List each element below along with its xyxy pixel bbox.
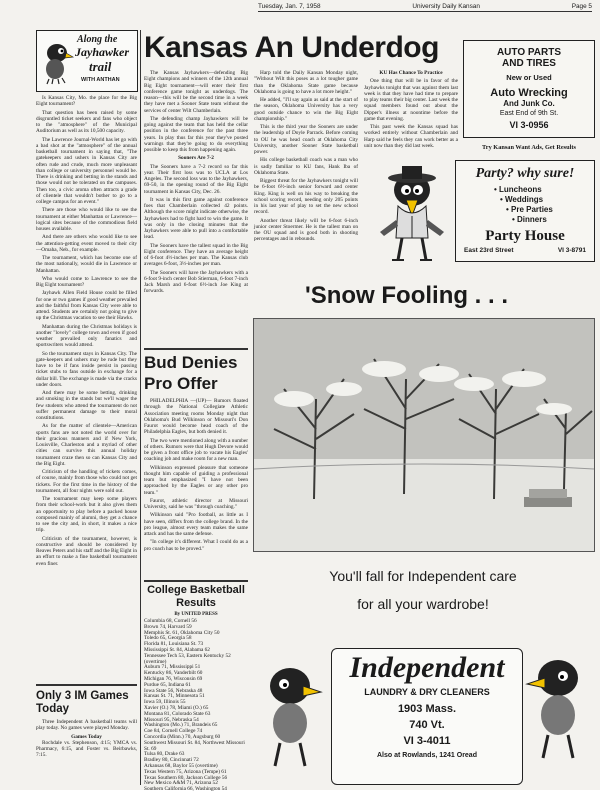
column-logo xyxy=(36,30,138,92)
divider xyxy=(144,348,248,350)
bud-paragraph: PHILADELPHIA —(UP)— Rumors floated through the National Collegiate Athletic Association meeting rooms Monday night that Oklahoma's Bud Wilkinson or Missouri's Don Faurot would become head coach of the Philadelphia Eagles, but both denied it. xyxy=(144,398,248,436)
story-paragraph: His college basketball coach was a man who is sadly familiar to KU fans, Hank Iba of Oklahoma State. xyxy=(254,157,358,176)
party-ad-address: East 23rd Street xyxy=(464,247,514,254)
jayhawk-mascot-left-icon xyxy=(255,658,325,768)
result-line: Washington (Mo.) 71, Brandeis 65 xyxy=(144,722,218,729)
party-ad-item: • Weddings xyxy=(500,195,544,204)
want-ads-line: Try Kansan Want Ads, Get Results xyxy=(482,144,576,151)
cleaners-address: 1903 Mass. xyxy=(397,703,457,715)
result-line: Michigan 76, Wisconsin 69 xyxy=(144,675,203,682)
bud-paragraph: Wilkinson said "Pro football, as little as I have seen, differs from the college brand. In the pro league, almost every team makes the same attack and has the same defense. xyxy=(144,512,248,537)
logo-line1: Along the xyxy=(77,34,118,45)
result-line: Missouri 95, Nebraska 54 xyxy=(144,716,199,723)
bud-paragraph: The two were mentioned along with a number of others. Rumors were that Hugh Devore would be given a front office job to vacate his Eagles' coaching job and make room for a new man. xyxy=(144,437,248,463)
story-paragraph: Biggest threat for the Jayhawkers tonight will be 6-foot 6½-inch senior forward and center King. King is well on his way to breaking the school scoring record, needing only 205 points in his last year of play to set the new school record. xyxy=(254,178,358,216)
result-line: Concordia (Minn.) 70, Augsburg 60 xyxy=(144,733,221,740)
story-paragraph: It was in this first game against conference foes that Chamberlain collected 42 points. Although the score might indicate otherwise, the Jayhawkers had to fight hard to win the game. It was only in the closing minutes that the Jayhawkers were able to pull into a comfortable lead. xyxy=(144,196,248,241)
column-paragraph: Manhattan during the Christmas holidays is another "lovely" college town and even if good weather prevailed only fanatics and sportswriters would attend. xyxy=(36,323,137,349)
bud-paragraph: Wilkinson expressed pleasure that someone thought him capable of guiding a professional team but emphasized "I have not been approached by the Eagles or any other pro team." xyxy=(144,464,248,496)
bud-paragraph: "In college it's different. What I could do as a pro coach has to be proved." xyxy=(144,539,248,552)
main-headline xyxy=(144,30,444,66)
story-paragraph: Another threat likely will be 6-foot 6-inch junior center Stoermer. He is the tallest man on the OU squad and is good both in shooting percentages and in rebounds. xyxy=(254,217,358,243)
column-paragraph: Criticism of the handling of tickets comes, of course, mainly from those who could not get tickets. For the first time in the history of the tournament, all four nights were sold out. xyxy=(36,469,137,494)
story-paragraph: This is the third year the Sooners are under the leadership of Doyle Parrack. Before coming to OU he was head coach at Oklahoma City University, another Sooner State basketball power. xyxy=(254,124,358,155)
column-paragraph: The Lawrence Journal-World has let go with a bad shot at the "atmosphere" of the annual basketball tournament in saying that, "The gatekeepers and ushers in Kansas City are often rude and crude, much more unpleasant than college or university personnel would be. There is drinking and betting in the stands and those would not be tolerated on the campuses. Then too, a civic aroma often attracts a grade of clientele that wouldn't bother to go to a college campus for an event." xyxy=(36,136,137,205)
header-page-number: Page 5 xyxy=(571,3,592,10)
result-line: Memphis St. 61, Oklahoma City 50 xyxy=(144,629,220,636)
im-games-story xyxy=(36,690,137,785)
jayhawk-mascot-right-icon xyxy=(523,650,593,760)
story-paragraph: The Sooners will have the Jayhawkers with a 6-foot 9-inch center Bob Stierman, 6-foot 7-inch Jack Marsh and 6-foot 6½-inch Joe King at forwards. xyxy=(144,269,248,295)
story-paragraph: He added, "I'll say again as said at the start of the season, Oklahoma University has a very good outside chance to win the Big Eight championship." xyxy=(254,97,358,122)
story-subhead: Sooners Are 7-2 xyxy=(178,155,214,162)
result-line: Columbia 68, Cornell 56 xyxy=(144,618,197,624)
auto-ad-phone: VI 3-0956 xyxy=(509,120,549,130)
auto-ad-l2: AND TIRES xyxy=(502,58,556,69)
result-line: Arkansas 68, Baylor 55 (overtime) xyxy=(144,762,218,769)
auto-ad-l1: AUTO PARTS xyxy=(496,47,562,58)
column-paragraph: That question has been raised by some disgruntled ticket seekers and fans who object to the "atmosphere" of the Municipal Auditorium as well as its 10,500 capacity. xyxy=(36,109,137,135)
result-line: Texas Southern 80, Jackson College 56 xyxy=(144,774,228,781)
story-paragraph: The defending champ Jayhawkers will be going against the team that has held the cellar position in the conference for the past three years. In play thus far this year they've posted warnings that they're going to do everything possible to keep this from happening again. xyxy=(144,115,248,153)
party-ad-items xyxy=(494,185,594,225)
party-ad-item: • Dinners xyxy=(512,215,547,224)
result-line: Iowa State 56, Nebraska 48 xyxy=(144,687,203,694)
snow-tree-icon xyxy=(254,319,594,551)
result-line: Coe 84, Cornell College 74 xyxy=(144,728,203,735)
jayhawk-cartoon-icon xyxy=(368,160,456,265)
result-line: Brown 74, Harvard 59 xyxy=(144,623,192,630)
result-line: Toledo 65, Georgia 58 xyxy=(144,635,192,642)
story-paragraph: The Kansas Jayhawkers—defending Big Eight champions and winners of the 12th annual Big Eight tournament—will enter their first conference game tonight as underdogs. The reason—this will be the second time in a week they have met a Sooner State team without the services of center Wilt Chamberlain. xyxy=(144,70,248,114)
result-line: Tennessee Tech 53, Eastern Kentucky 52 (overtime) xyxy=(144,652,231,665)
column-paragraph: Who would come to Lawrence to see the Big Eight tournament? xyxy=(36,275,137,288)
story-paragraph: One thing that will be in favor of the Jayhawks tonight that was against them last week is that they have had time to prepare to play teams their big center. Last week the squad members found out about the Dipper's illness at noontime before the game that evening. xyxy=(364,78,458,122)
column-paragraph: The tournament may keep some players from their school-work but it also gives them an opportunity to play before a packed house composed mainly of alumni, they get a chance to see the city and, in short, it makes a nice trip. xyxy=(36,496,137,534)
result-line: Purdue 65, Indiana 61 xyxy=(144,681,191,688)
result-line: Florida 81, Louisiana St. 73 xyxy=(144,641,204,648)
divider xyxy=(144,580,248,582)
column-paragraph: And there are others who would like to see the attention-getting event moved to their city—Omaha, Neb., for example. xyxy=(36,234,137,253)
bud-story xyxy=(144,398,248,576)
column-divider xyxy=(140,30,141,785)
cleaners-sub: LAUNDRY & DRY CLEANERS xyxy=(364,687,490,697)
cleaners-phone2: VI 3-4011 xyxy=(403,735,451,747)
column-paragraph: Criticism of the tournament, however, is constructive and should be considered by Reaves Peters and his staff and the Big Eight in an effort to make a fine basketball tournament even finer. xyxy=(36,535,137,567)
cleaners-ad xyxy=(253,640,593,785)
page-header xyxy=(258,3,592,12)
snow-headline: 'Snow Fooling . . . xyxy=(305,282,509,309)
story-subhead: KU Has Chance To Practice xyxy=(379,70,443,76)
im-games-list: Rochdale vs. Stephenson, 4:15; YMCA vs. Pharmacy, 6:15, and Foster vs. Beirbawks, 7:15. xyxy=(36,739,137,759)
auto-ad-l4: Auto Wrecking xyxy=(490,87,568,99)
headline-text: Kansas An Underdog xyxy=(144,31,439,64)
results-list xyxy=(144,618,248,793)
im-games-headline: Only 3 IM Games Today xyxy=(36,690,129,715)
header-paper: University Daily Kansan xyxy=(412,3,480,10)
cleaners-also: Also at Rowlands, 1241 Oread xyxy=(377,752,477,759)
party-ad-item: • Pre Parties xyxy=(506,205,553,214)
cleaners-slogan1: You'll fall for Independent care xyxy=(329,568,517,584)
column-paragraph: So the tournament stays in Kansas City. The gate-keepers and ushers may be rude but they have to be if fans inside persist in passing ticket stubs to fans outside in exchange for a dollar bill. The exchange is made via the cracks under doors. xyxy=(36,350,137,388)
main-story-col1 xyxy=(144,70,248,345)
result-line: Southwest Missouri St. 84, Northwest Missouri St. 69 xyxy=(144,739,245,752)
auto-ad-l6: East End of 9th St. xyxy=(499,110,559,117)
party-ad-name: Party House xyxy=(485,228,565,244)
bud-paragraph: Faurot, athletic director at Missouri University, said he was "through coaching." xyxy=(144,497,248,510)
party-ad-headline: Party? why sure! xyxy=(475,166,575,181)
result-line: Kansas St. 71, Minnesota 51 xyxy=(144,693,205,700)
cleaners-phone1: 740 Vt. xyxy=(409,719,445,731)
result-line: Iowa 59, Illinois 55 xyxy=(144,699,186,706)
result-line: Texas Western 75, Arizona (Tempe) 61 xyxy=(144,768,227,775)
result-line: Bradley 80, Cincinnati 72 xyxy=(144,757,199,764)
result-line: Kentucky 86, Vanderbilt 60 xyxy=(144,670,203,677)
header-date: Tuesday, Jan. 7, 1958 xyxy=(258,3,321,10)
im-games-subhead: Games Today xyxy=(71,733,102,740)
logo-line3: trail xyxy=(89,59,112,74)
main-story-col3 xyxy=(364,70,458,160)
story-paragraph: The Sooners have a 7-2 record so far this year. Their first loss was to UCLA at Los Angeles. The second loss was to the Jayhawkers, 69-50, in the opening round of the Big Eight tournament in Kansas City, Dec. 26. xyxy=(144,163,248,195)
result-line: Tulsa 80, Drake 63 xyxy=(144,751,185,758)
auto-wrecking-ad xyxy=(463,40,595,138)
party-house-ad xyxy=(455,160,595,262)
cleaners-slogan2: for all your wardrobe! xyxy=(357,596,489,612)
column-paragraph: And there may be some betting, drinking and smoking in the stands but we'll wager the few students who attend the tournament do not suffer permanent damage to their moral constitutions. xyxy=(36,390,137,421)
column-paragraph: Jayhawk Allen Field House could be filled for one or two games if good weather prevailed and the faithful from Kansas City were able to attend. Students are certainly not going to give up the Christmas vacation to see their Hawks. xyxy=(36,290,137,322)
main-story-col2 xyxy=(254,70,358,270)
result-line: Southern California 66, Washington 54 xyxy=(144,786,227,793)
story-paragraph: The Sooners have the tallest squad in the Big Eight conference. They have an average height of 6-foot 4½-inches per man. The Kansas club averages 6-foot, 3½-inches per man. xyxy=(144,242,248,268)
snow-photo xyxy=(253,318,595,552)
result-line: Xavier (O.) 78, Miami (O.) 65 xyxy=(144,704,209,711)
auto-ad-l5: And Junk Co. xyxy=(503,99,555,108)
party-ad-phone: VI 3-8791 xyxy=(557,247,586,254)
cleaners-name: Independent xyxy=(349,651,505,684)
results-headline: College Basketball Results xyxy=(147,584,245,609)
result-line: Mississippi St. 84, Alabama 62 xyxy=(144,646,210,653)
column-paragraph: There are those who would like to see the tournament at either Manhattan or Lawrence—logical sites because of the commodious field houses available. xyxy=(36,207,137,232)
result-line: Auburn 71, Mississippi 51 xyxy=(144,664,201,671)
im-games-intro: Three Independent A basketball teams will play today. No games were played Monday. xyxy=(36,719,137,732)
column-body xyxy=(36,95,137,675)
results-byline: By UNITED PRESS xyxy=(174,612,218,617)
story-paragraph: Harp told the Daily Kansan Monday night, "Without Wilt this poses as a lot tougher game than the Oklahoma State game because Oklahoma is going to have a lot more height." xyxy=(254,70,358,95)
column-paragraph: The tournament, which has become one of the most nationally, would die in Lawrence or Manhattan. xyxy=(36,255,137,274)
bud-headline: Bud Denies Pro Offer xyxy=(144,353,238,393)
auto-ad-l3: New or Used xyxy=(506,73,552,82)
story-paragraph: This past week the Kansas squad has worked entirely without Chamberlain and Harp said he feels they can work better as a unit now than they did last week. xyxy=(364,124,458,149)
divider xyxy=(36,684,137,686)
logo-line2: Jayhawker xyxy=(75,45,129,59)
result-line: New Mexico A&M 71, Arizona 52 xyxy=(144,780,218,787)
logo-byline: WITH ANTHAN xyxy=(81,77,120,83)
column-paragraph: As for the matter of clientele—American sports fans are not noted the world over for their gracious manners and if New York, Louisville, Charleston and a myriad of other cities can survive this annual holiday tournament craze then so can Kansas City and the Big Eight. xyxy=(36,423,137,467)
result-line: Montana 81, Colorado State 63 xyxy=(144,710,211,717)
party-ad-item: • Luncheons xyxy=(494,185,542,194)
jayhawk-logo-icon xyxy=(40,39,74,85)
column-paragraph: Is Kansas City, Mo. the place for the Big Eight tournament? xyxy=(36,95,137,108)
